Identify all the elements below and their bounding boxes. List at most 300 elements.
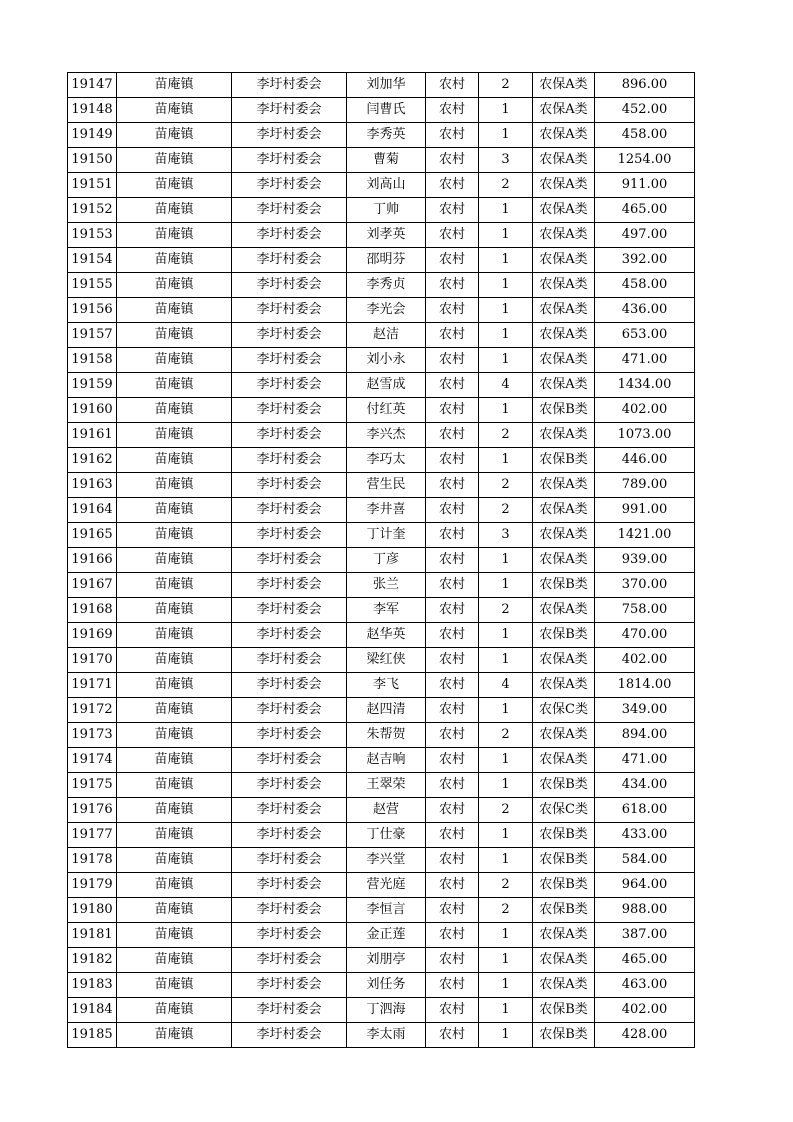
- insurance-class-cell: 农保A类: [533, 423, 595, 448]
- table-row: [68, 373, 695, 398]
- household-count-cell: 2: [479, 723, 533, 748]
- amount-cell: 434.00: [595, 773, 695, 798]
- village-committee-cell: 李圩村委会: [232, 848, 347, 873]
- amount-cell: 991.00: [595, 498, 695, 523]
- insurance-class-cell: 农保A类: [533, 348, 595, 373]
- amount-cell: 387.00: [595, 923, 695, 948]
- insurance-class-cell: 农保A类: [533, 323, 595, 348]
- insurance-class-cell: 农保B类: [533, 873, 595, 898]
- amount-cell: 370.00: [595, 573, 695, 598]
- name-cell: 丁彦: [347, 548, 426, 573]
- row-number-cell: 19154: [68, 248, 117, 273]
- insurance-class-cell: 农保C类: [533, 698, 595, 723]
- village-committee-cell: 李圩村委会: [232, 198, 347, 223]
- area-type-cell: 农村: [426, 948, 479, 973]
- town-cell: 苗庵镇: [117, 323, 232, 348]
- row-number-cell: 19177: [68, 823, 117, 848]
- area-type-cell: 农村: [426, 473, 479, 498]
- household-count-cell: 3: [479, 523, 533, 548]
- household-count-cell: 2: [479, 73, 533, 98]
- town-cell: 苗庵镇: [117, 998, 232, 1023]
- household-count-cell: 1: [479, 273, 533, 298]
- household-count-cell: 1: [479, 223, 533, 248]
- table-row: [68, 523, 695, 548]
- table-row: [68, 573, 695, 598]
- table-row: [68, 648, 695, 673]
- row-number-cell: 19181: [68, 923, 117, 948]
- village-committee-cell: 李圩村委会: [232, 948, 347, 973]
- table-row: [68, 698, 695, 723]
- row-number-cell: 19182: [68, 948, 117, 973]
- amount-cell: 939.00: [595, 548, 695, 573]
- town-cell: 苗庵镇: [117, 573, 232, 598]
- area-type-cell: 农村: [426, 173, 479, 198]
- household-count-cell: 2: [479, 598, 533, 623]
- amount-cell: 471.00: [595, 348, 695, 373]
- village-committee-cell: 李圩村委会: [232, 423, 347, 448]
- area-type-cell: 农村: [426, 348, 479, 373]
- town-cell: 苗庵镇: [117, 698, 232, 723]
- name-cell: 李恒言: [347, 898, 426, 923]
- household-count-cell: 1: [479, 323, 533, 348]
- table-row: [68, 423, 695, 448]
- town-cell: 苗庵镇: [117, 973, 232, 998]
- area-type-cell: 农村: [426, 273, 479, 298]
- table-row: [68, 298, 695, 323]
- household-count-cell: 1: [479, 573, 533, 598]
- town-cell: 苗庵镇: [117, 73, 232, 98]
- village-committee-cell: 李圩村委会: [232, 123, 347, 148]
- insurance-class-cell: 农保B类: [533, 898, 595, 923]
- amount-cell: 465.00: [595, 948, 695, 973]
- name-cell: 曹菊: [347, 148, 426, 173]
- town-cell: 苗庵镇: [117, 673, 232, 698]
- town-cell: 苗庵镇: [117, 898, 232, 923]
- village-committee-cell: 李圩村委会: [232, 398, 347, 423]
- insurance-class-cell: 农保A类: [533, 273, 595, 298]
- table-row: [68, 798, 695, 823]
- table-row: [68, 548, 695, 573]
- table-row: [68, 773, 695, 798]
- village-committee-cell: 李圩村委会: [232, 623, 347, 648]
- name-cell: 邵明芬: [347, 248, 426, 273]
- village-committee-cell: 李圩村委会: [232, 798, 347, 823]
- town-cell: 苗庵镇: [117, 173, 232, 198]
- row-number-cell: 19172: [68, 698, 117, 723]
- household-count-cell: 1: [479, 98, 533, 123]
- name-cell: 李兴杰: [347, 423, 426, 448]
- insurance-class-cell: 农保A类: [533, 173, 595, 198]
- household-count-cell: 1: [479, 773, 533, 798]
- table-row: [68, 898, 695, 923]
- village-committee-cell: 李圩村委会: [232, 373, 347, 398]
- household-count-cell: 2: [479, 873, 533, 898]
- household-count-cell: 1: [479, 348, 533, 373]
- household-count-cell: 4: [479, 673, 533, 698]
- household-count-cell: 1: [479, 548, 533, 573]
- insurance-class-cell: 农保B类: [533, 1023, 595, 1048]
- household-count-cell: 1: [479, 923, 533, 948]
- row-number-cell: 19150: [68, 148, 117, 173]
- town-cell: 苗庵镇: [117, 498, 232, 523]
- row-number-cell: 19159: [68, 373, 117, 398]
- village-committee-cell: 李圩村委会: [232, 598, 347, 623]
- amount-cell: 584.00: [595, 848, 695, 873]
- household-count-cell: 4: [479, 373, 533, 398]
- household-count-cell: 1: [479, 248, 533, 273]
- name-cell: 刘孝英: [347, 223, 426, 248]
- table-row: [68, 848, 695, 873]
- village-committee-cell: 李圩村委会: [232, 823, 347, 848]
- town-cell: 苗庵镇: [117, 248, 232, 273]
- household-count-cell: 2: [479, 798, 533, 823]
- name-cell: 赵华英: [347, 623, 426, 648]
- name-cell: 刘朋亭: [347, 948, 426, 973]
- area-type-cell: 农村: [426, 298, 479, 323]
- row-number-cell: 19178: [68, 848, 117, 873]
- amount-cell: 896.00: [595, 73, 695, 98]
- table-row: [68, 273, 695, 298]
- table-row: [68, 448, 695, 473]
- name-cell: 李军: [347, 598, 426, 623]
- row-number-cell: 19184: [68, 998, 117, 1023]
- household-count-cell: 1: [479, 1023, 533, 1048]
- table-row: [68, 348, 695, 373]
- area-type-cell: 农村: [426, 723, 479, 748]
- town-cell: 苗庵镇: [117, 648, 232, 673]
- amount-cell: 470.00: [595, 623, 695, 648]
- village-committee-cell: 李圩村委会: [232, 573, 347, 598]
- name-cell: 赵吉响: [347, 748, 426, 773]
- name-cell: 李井喜: [347, 498, 426, 523]
- town-cell: 苗庵镇: [117, 948, 232, 973]
- insurance-class-cell: 农保A类: [533, 973, 595, 998]
- insurance-class-cell: 农保A类: [533, 373, 595, 398]
- table-row: [68, 873, 695, 898]
- name-cell: 刘高山: [347, 173, 426, 198]
- area-type-cell: 农村: [426, 98, 479, 123]
- name-cell: 李光会: [347, 298, 426, 323]
- table-row: [68, 973, 695, 998]
- household-count-cell: 1: [479, 948, 533, 973]
- town-cell: 苗庵镇: [117, 373, 232, 398]
- household-count-cell: 2: [479, 498, 533, 523]
- village-committee-cell: 李圩村委会: [232, 773, 347, 798]
- name-cell: 朱帮贺: [347, 723, 426, 748]
- village-committee-cell: 李圩村委会: [232, 73, 347, 98]
- row-number-cell: 19148: [68, 98, 117, 123]
- amount-cell: 446.00: [595, 448, 695, 473]
- name-cell: 李巧太: [347, 448, 426, 473]
- row-number-cell: 19152: [68, 198, 117, 223]
- area-type-cell: 农村: [426, 848, 479, 873]
- name-cell: 赵营: [347, 798, 426, 823]
- row-number-cell: 19175: [68, 773, 117, 798]
- insurance-class-cell: 农保A类: [533, 98, 595, 123]
- household-count-cell: 1: [479, 198, 533, 223]
- area-type-cell: 农村: [426, 698, 479, 723]
- area-type-cell: 农村: [426, 223, 479, 248]
- village-committee-cell: 李圩村委会: [232, 898, 347, 923]
- amount-cell: 911.00: [595, 173, 695, 198]
- town-cell: 苗庵镇: [117, 1023, 232, 1048]
- amount-cell: 452.00: [595, 98, 695, 123]
- area-type-cell: 农村: [426, 548, 479, 573]
- area-type-cell: 农村: [426, 573, 479, 598]
- amount-cell: 471.00: [595, 748, 695, 773]
- name-cell: 赵雪成: [347, 373, 426, 398]
- area-type-cell: 农村: [426, 498, 479, 523]
- insurance-class-cell: 农保A类: [533, 923, 595, 948]
- village-committee-cell: 李圩村委会: [232, 648, 347, 673]
- name-cell: 闫曹氏: [347, 98, 426, 123]
- insurance-class-cell: 农保A类: [533, 148, 595, 173]
- town-cell: 苗庵镇: [117, 823, 232, 848]
- area-type-cell: 农村: [426, 323, 479, 348]
- table-row: [68, 123, 695, 148]
- town-cell: 苗庵镇: [117, 548, 232, 573]
- village-committee-cell: 李圩村委会: [232, 923, 347, 948]
- town-cell: 苗庵镇: [117, 848, 232, 873]
- area-type-cell: 农村: [426, 673, 479, 698]
- amount-cell: 465.00: [595, 198, 695, 223]
- row-number-cell: 19183: [68, 973, 117, 998]
- amount-cell: 1434.00: [595, 373, 695, 398]
- town-cell: 苗庵镇: [117, 198, 232, 223]
- row-number-cell: 19157: [68, 323, 117, 348]
- table-row: [68, 498, 695, 523]
- insurance-class-cell: 农保B类: [533, 573, 595, 598]
- household-count-cell: 2: [479, 898, 533, 923]
- area-type-cell: 农村: [426, 998, 479, 1023]
- area-type-cell: 农村: [426, 123, 479, 148]
- insurance-class-cell: 农保B类: [533, 823, 595, 848]
- area-type-cell: 农村: [426, 648, 479, 673]
- area-type-cell: 农村: [426, 973, 479, 998]
- village-committee-cell: 李圩村委会: [232, 173, 347, 198]
- area-type-cell: 农村: [426, 748, 479, 773]
- row-number-cell: 19179: [68, 873, 117, 898]
- village-committee-cell: 李圩村委会: [232, 548, 347, 573]
- amount-cell: 653.00: [595, 323, 695, 348]
- row-number-cell: 19166: [68, 548, 117, 573]
- area-type-cell: 农村: [426, 898, 479, 923]
- name-cell: 李秀英: [347, 123, 426, 148]
- amount-cell: 402.00: [595, 998, 695, 1023]
- household-count-cell: 1: [479, 748, 533, 773]
- row-number-cell: 19171: [68, 673, 117, 698]
- area-type-cell: 农村: [426, 148, 479, 173]
- amount-cell: 894.00: [595, 723, 695, 748]
- name-cell: 付红英: [347, 398, 426, 423]
- village-committee-cell: 李圩村委会: [232, 723, 347, 748]
- village-committee-cell: 李圩村委会: [232, 448, 347, 473]
- area-type-cell: 农村: [426, 598, 479, 623]
- village-committee-cell: 李圩村委会: [232, 748, 347, 773]
- amount-cell: 402.00: [595, 648, 695, 673]
- insurance-class-cell: 农保A类: [533, 648, 595, 673]
- village-committee-cell: 李圩村委会: [232, 473, 347, 498]
- table-row: [68, 398, 695, 423]
- area-type-cell: 农村: [426, 623, 479, 648]
- row-number-cell: 19160: [68, 398, 117, 423]
- amount-cell: 758.00: [595, 598, 695, 623]
- table-row: [68, 323, 695, 348]
- insurance-class-cell: 农保A类: [533, 198, 595, 223]
- row-number-cell: 19158: [68, 348, 117, 373]
- town-cell: 苗庵镇: [117, 723, 232, 748]
- row-number-cell: 19174: [68, 748, 117, 773]
- row-number-cell: 19164: [68, 498, 117, 523]
- village-committee-cell: 李圩村委会: [232, 873, 347, 898]
- name-cell: 丁帅: [347, 198, 426, 223]
- village-committee-cell: 李圩村委会: [232, 323, 347, 348]
- town-cell: 苗庵镇: [117, 148, 232, 173]
- amount-cell: 433.00: [595, 823, 695, 848]
- household-count-cell: 1: [479, 698, 533, 723]
- town-cell: 苗庵镇: [117, 298, 232, 323]
- insurance-class-cell: 农保A类: [533, 123, 595, 148]
- area-type-cell: 农村: [426, 873, 479, 898]
- area-type-cell: 农村: [426, 923, 479, 948]
- table-row: [68, 748, 695, 773]
- insurance-class-cell: 农保B类: [533, 398, 595, 423]
- table-row: [68, 198, 695, 223]
- household-count-cell: 1: [479, 623, 533, 648]
- name-cell: 刘加华: [347, 73, 426, 98]
- table-row: [68, 248, 695, 273]
- row-number-cell: 19151: [68, 173, 117, 198]
- insurance-class-cell: 农保A类: [533, 498, 595, 523]
- village-committee-cell: 李圩村委会: [232, 98, 347, 123]
- row-number-cell: 19153: [68, 223, 117, 248]
- table-row: [68, 623, 695, 648]
- insurance-class-cell: 农保B类: [533, 773, 595, 798]
- name-cell: 李兴堂: [347, 848, 426, 873]
- name-cell: 营生民: [347, 473, 426, 498]
- amount-cell: 1254.00: [595, 148, 695, 173]
- amount-cell: 988.00: [595, 898, 695, 923]
- amount-cell: 618.00: [595, 798, 695, 823]
- name-cell: 王翠荣: [347, 773, 426, 798]
- name-cell: 赵四清: [347, 698, 426, 723]
- household-count-cell: 1: [479, 998, 533, 1023]
- household-count-cell: 2: [479, 423, 533, 448]
- insurance-class-cell: 农保A类: [533, 723, 595, 748]
- insurance-class-cell: 农保A类: [533, 548, 595, 573]
- table-row: [68, 223, 695, 248]
- name-cell: 金正莲: [347, 923, 426, 948]
- amount-cell: 497.00: [595, 223, 695, 248]
- village-committee-cell: 李圩村委会: [232, 498, 347, 523]
- amount-cell: 349.00: [595, 698, 695, 723]
- insurance-class-cell: 农保A类: [533, 748, 595, 773]
- name-cell: 张兰: [347, 573, 426, 598]
- town-cell: 苗庵镇: [117, 123, 232, 148]
- area-type-cell: 农村: [426, 248, 479, 273]
- town-cell: 苗庵镇: [117, 223, 232, 248]
- area-type-cell: 农村: [426, 448, 479, 473]
- area-type-cell: 农村: [426, 423, 479, 448]
- village-committee-cell: 李圩村委会: [232, 273, 347, 298]
- table-row: [68, 173, 695, 198]
- table-row: [68, 473, 695, 498]
- town-cell: 苗庵镇: [117, 448, 232, 473]
- name-cell: 赵洁: [347, 323, 426, 348]
- household-count-cell: 2: [479, 173, 533, 198]
- amount-cell: 964.00: [595, 873, 695, 898]
- row-number-cell: 19180: [68, 898, 117, 923]
- village-committee-cell: 李圩村委会: [232, 523, 347, 548]
- row-number-cell: 19149: [68, 123, 117, 148]
- village-committee-cell: 李圩村委会: [232, 223, 347, 248]
- town-cell: 苗庵镇: [117, 748, 232, 773]
- amount-cell: 1421.00: [595, 523, 695, 548]
- town-cell: 苗庵镇: [117, 873, 232, 898]
- row-number-cell: 19165: [68, 523, 117, 548]
- table-row: [68, 148, 695, 173]
- row-number-cell: 19156: [68, 298, 117, 323]
- amount-cell: 436.00: [595, 298, 695, 323]
- insurance-class-cell: 农保A类: [533, 73, 595, 98]
- insurance-class-cell: 农保C类: [533, 798, 595, 823]
- village-committee-cell: 李圩村委会: [232, 298, 347, 323]
- amount-cell: 458.00: [595, 273, 695, 298]
- insurance-class-cell: 农保A类: [533, 673, 595, 698]
- amount-cell: 1073.00: [595, 423, 695, 448]
- village-committee-cell: 李圩村委会: [232, 698, 347, 723]
- table-row: [68, 673, 695, 698]
- household-count-cell: 3: [479, 148, 533, 173]
- insurance-class-cell: 农保A类: [533, 598, 595, 623]
- row-number-cell: 19170: [68, 648, 117, 673]
- table-row: [68, 1023, 695, 1048]
- insurance-class-cell: 农保B类: [533, 448, 595, 473]
- amount-cell: 428.00: [595, 1023, 695, 1048]
- insurance-class-cell: 农保B类: [533, 998, 595, 1023]
- table-row: [68, 98, 695, 123]
- household-count-cell: 1: [479, 123, 533, 148]
- town-cell: 苗庵镇: [117, 348, 232, 373]
- town-cell: 苗庵镇: [117, 398, 232, 423]
- name-cell: 丁仕豪: [347, 823, 426, 848]
- amount-cell: 392.00: [595, 248, 695, 273]
- insurance-class-cell: 农保B类: [533, 848, 595, 873]
- table-row: [68, 723, 695, 748]
- area-type-cell: 农村: [426, 773, 479, 798]
- insurance-class-cell: 农保A类: [533, 523, 595, 548]
- town-cell: 苗庵镇: [117, 623, 232, 648]
- town-cell: 苗庵镇: [117, 273, 232, 298]
- amount-cell: 1814.00: [595, 673, 695, 698]
- name-cell: 李太雨: [347, 1023, 426, 1048]
- household-count-cell: 2: [479, 473, 533, 498]
- area-type-cell: 农村: [426, 373, 479, 398]
- area-type-cell: 农村: [426, 73, 479, 98]
- town-cell: 苗庵镇: [117, 598, 232, 623]
- insurance-class-cell: 农保A类: [533, 223, 595, 248]
- area-type-cell: 农村: [426, 398, 479, 423]
- row-number-cell: 19162: [68, 448, 117, 473]
- amount-cell: 402.00: [595, 398, 695, 423]
- table-row: [68, 948, 695, 973]
- town-cell: 苗庵镇: [117, 523, 232, 548]
- amount-cell: 463.00: [595, 973, 695, 998]
- table-row: [68, 923, 695, 948]
- insurance-class-cell: 农保A类: [533, 473, 595, 498]
- town-cell: 苗庵镇: [117, 798, 232, 823]
- table-body: [68, 73, 695, 1048]
